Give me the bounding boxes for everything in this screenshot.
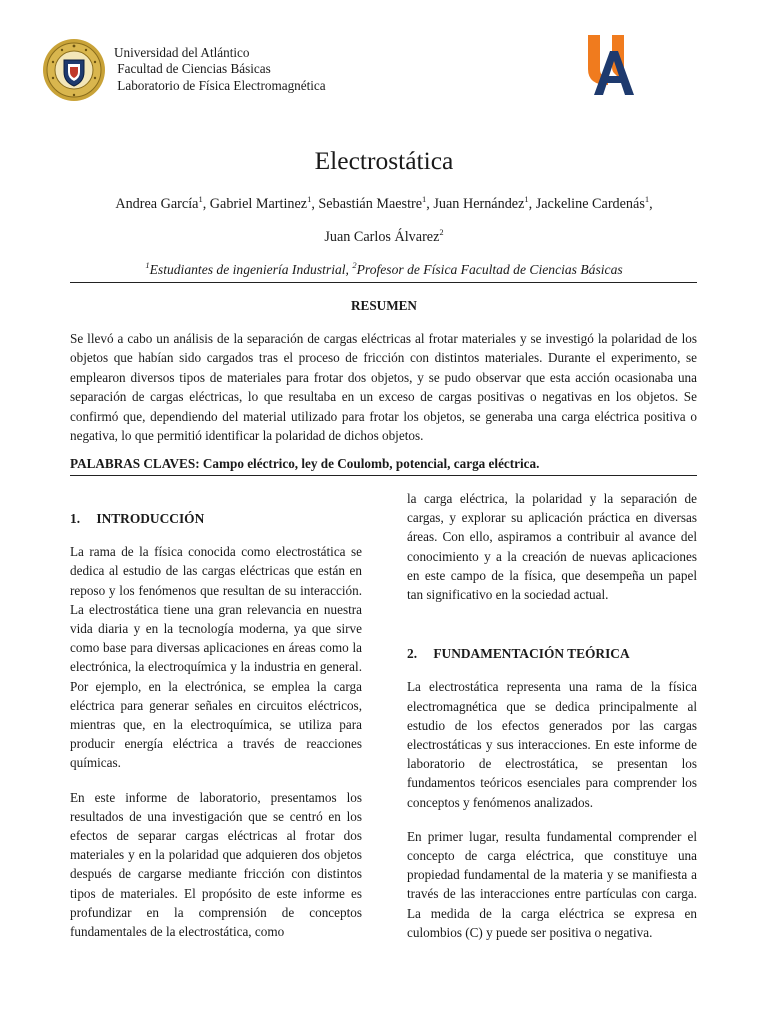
author-affiliation-mark: 1 xyxy=(422,194,427,204)
section-heading-theory xyxy=(407,644,697,663)
divider xyxy=(70,475,697,476)
divider xyxy=(70,282,697,283)
author-name: Jackeline Cardenás xyxy=(535,196,645,212)
author-list: Andrea García$^1$, Gabriel Martinez$^1$, Sebastián Maestre$^1$, Juan Hernández$^1$, Jackeline Cardenás$^1$, xyxy=(115,194,653,212)
author-name: Andrea García xyxy=(115,196,199,212)
right-column xyxy=(407,489,697,957)
university-seal-icon xyxy=(42,38,106,102)
author-affiliation-mark: 1 xyxy=(307,194,312,204)
paragraph: En primer lugar, resulta fundamental comprender el concepto de carga eléctrica, que constituye una propiedad fundamental de la materia y se manifiesta a través de las interacciones entre partículas con carga. La medida de la carga eléctrica se expresa en culombios (C) y puede ser positiva o negativa. xyxy=(407,828,697,940)
paragraph: La rama de la física conocida como electrostática se dedica al estudio de las cargas eléctricas que están en reposo y los fenómenos que resultan de su interacción. La electrostática tiene una gran relevancia en nuestra vida diaria y en la tecnología moderna, ya que sirve como base para diversas aplicaciones en áreas como la electrónica, la electroquímica y la industria en general. Por ejemplo, en la electrónica, se emplea la carga eléctrica para generar señales en circuitos eléctricos, mientras que, en la electroquímica, se utiliza para producir energía eléctrica a través de reacciones químicas. xyxy=(70,544,362,771)
section-number: 1. xyxy=(70,511,81,526)
affiliations xyxy=(70,262,698,278)
section-heading-introduction xyxy=(70,509,362,528)
affiliation-mark: 1 xyxy=(145,260,150,270)
affiliation-students: Estudiantes de ingeniería Industrial, xyxy=(149,262,353,277)
university-name: Universidad del Atlántico xyxy=(114,45,250,60)
section-number: 2. xyxy=(407,646,418,662)
paper-title: Electrostática xyxy=(314,146,454,175)
laboratory-name: Laboratorio de Física Electromagnética xyxy=(114,77,326,93)
affiliation-mark: 2 xyxy=(352,260,357,270)
author-affiliation-mark: 1 xyxy=(198,194,203,204)
affiliation-professor: Profesor de Física Facultad de Ciencias Básicas xyxy=(356,262,623,277)
author-name: Juan Hernández xyxy=(433,196,525,212)
left-column xyxy=(70,509,362,956)
author-affiliation-mark: 1 xyxy=(644,194,650,204)
abstract-heading: RESUMEN xyxy=(351,298,417,313)
keywords: PALABRAS CLAVES: Campo eléctrico, ley de Coulomb, potencial, carga eléctrica. xyxy=(70,456,540,471)
author-list-continued xyxy=(40,229,728,246)
faculty-name: Facultad de Ciencias Básicas xyxy=(114,61,271,77)
abstract-text: Se llevó a cabo un análisis de la separación de cargas eléctricas al frotar materiales y se investigó la polaridad de los objetos que habían sido cargados tras el proceso de fricción con distintos materiales. Durante el experimento, se emplearon diversos tipos de materiales para frotar dos objetos, y se pudo observar que esta acción ocasionaba una separación de cargas eléctricas, lo que resultaba en un exceso de cargas positivas o negativas en los objetos. Se confirmó que, dependiendo del material utilizado para frotar los objetos, se generaba una carga eléctrica positiva o negativa, lo que permitió identificar la polaridad de dichos objetos. xyxy=(70,331,697,444)
author-affiliation-mark: 2 xyxy=(439,227,444,237)
section-title: INTRODUCCIÓN xyxy=(96,511,205,526)
ua-logo-icon xyxy=(584,33,636,97)
paragraph: la carga eléctrica, la polaridad y la separación de cargas, y explorar su aplicación práctica en diversas áreas. Con ello, aspiramos a contribuir al avance del conocimiento y a la creación de nuevas aplicaciones en este campo de la física, que desempeña un papel tan significativo en la sociedad actual. xyxy=(407,491,697,603)
author-name: Sebastián Maestre xyxy=(318,196,423,212)
institution-header xyxy=(114,45,326,94)
section-title: FUNDAMENTACIÓN TEÓRICA xyxy=(433,646,630,662)
author-affiliation-mark: 1 xyxy=(524,194,529,204)
paragraph: La electrostática representa una rama de la física electromagnética que se dedica principalmente al estudio de los efectos generados por las cargas electrostáticas y sus interacciones. En este informe de laboratorio de electrostática, se presentan los fundamentos teóricos esenciales para comprender los conceptos y fenómenos analizados. xyxy=(407,679,697,810)
author-name: Gabriel Martinez xyxy=(209,196,308,212)
author-name: Juan Carlos Álvarez xyxy=(324,229,440,245)
paragraph: En este informe de laboratorio, presentamos los resultados de una investigación que se centró en los efectos de separar cargas eléctricas al frotar dos materiales y en la polaridad que adquieren dos objetos después de cargarse mediante fricción con distintos tipos de materiales. El propósito de este informe es profundizar en la comprensión de conceptos fundamentales de la electrostática, como xyxy=(70,789,362,940)
